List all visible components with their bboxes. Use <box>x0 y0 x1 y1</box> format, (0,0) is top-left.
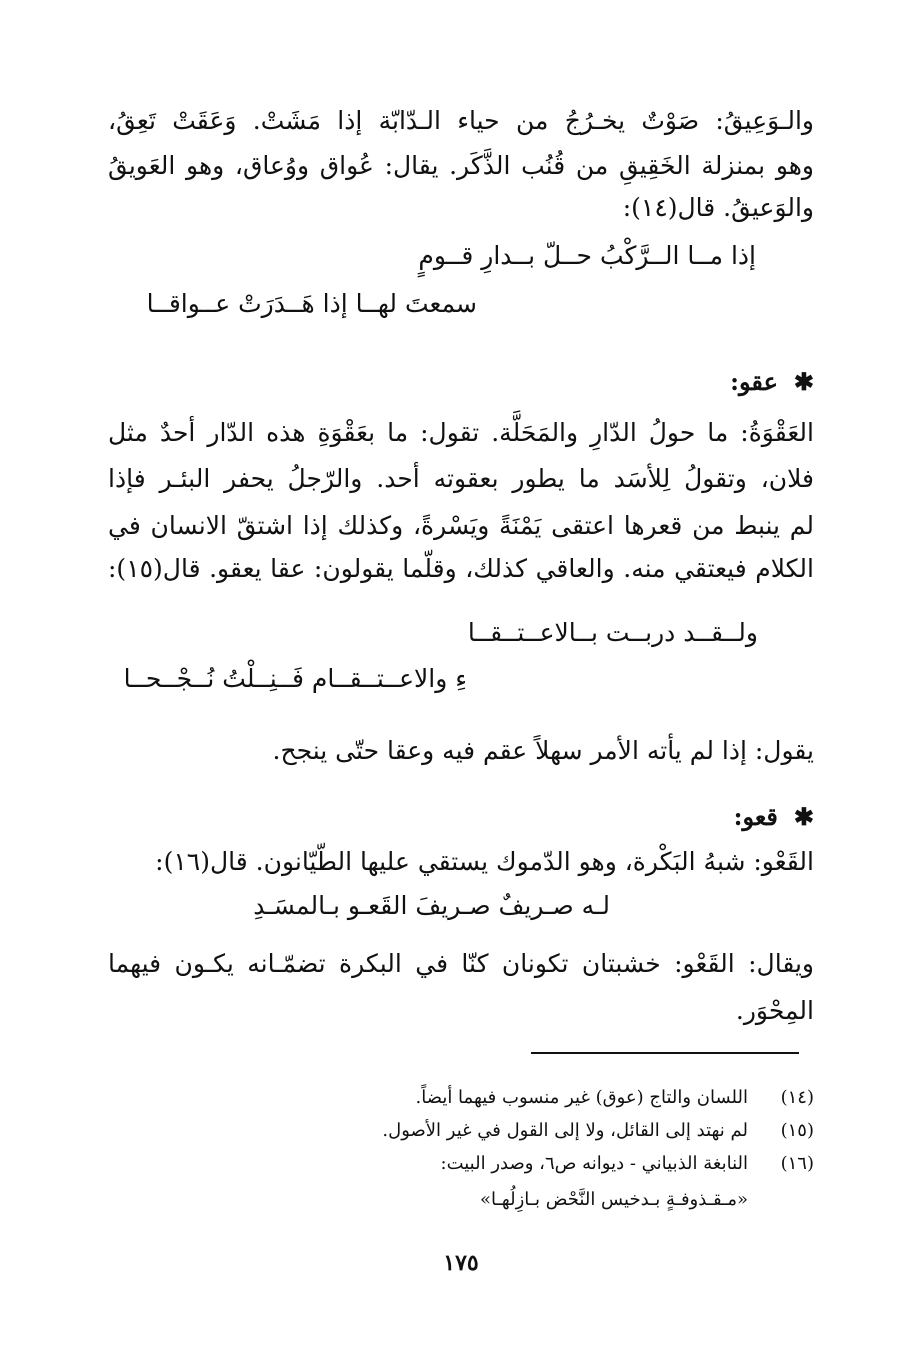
footnote-verse: «مـقـذوفـةٍ بـدخيس النَّحْض بـازِلُهـا» <box>480 1189 748 1210</box>
footnote-number: (١٦) <box>780 1153 814 1174</box>
asterisk-icon: ✱ <box>793 367 814 396</box>
text-line: يقول: إذا لم يأته الأمر سهلاً عقم فيه وعقا حتّى ينجح. <box>272 736 814 765</box>
text-line: المِحْوَر. <box>735 996 814 1025</box>
footnote <box>416 1084 815 1112</box>
verse-line: لـه صـريفٌ صـريفَ القَعـو بـالمسَـدِ <box>253 891 610 920</box>
text-line: والـوَعِيقُ: صَوْتٌ يخـرُجُ من حياء الـدّابّة إذا مَشَتْ. وَعَقَتْ تَعِقُ، <box>108 106 814 135</box>
verse-line: ولــقــد دربــت بــالاعــتــقــا <box>467 618 758 647</box>
text-line: العَقْوَةُ: ما حولُ الدّارِ والمَحَلَّة. تقول: ما بعَقْوَةِ هذه الدّار أحدٌ مثل <box>108 418 814 447</box>
entry-heading-aqw <box>730 362 814 402</box>
text-line: والوَعيقُ. قال(١٤): <box>622 193 814 222</box>
entry-heading-qaw <box>734 797 814 837</box>
text-line: وهو بمنزلة الخَقِيقِ من قُنُب الذَّكَر. يقال: عُواق ووُعاق، وهو العَويقُ <box>108 151 814 180</box>
footnote-text: اللسان والتاج (عوق) غير منسوب فيهما أيضاً. <box>415 1087 748 1108</box>
text-line: القَعْو: شبهُ البَكْرة، وهو الدّموك يستقي عليها الطّيّانون. قال(١٦): <box>155 847 814 876</box>
footnote <box>382 1117 814 1145</box>
text-line: لم ينبط من قعرها اعتقى يَمْنَةً ويَسْرةً، وكذلك إذا اشتقّ الانسان في <box>108 511 814 540</box>
verse-line: سمعتَ لهــا إذا هَــدَرَتْ عــواقــا <box>146 289 477 318</box>
footnote-text: لم نهتد إلى القائل، ولا إلى القول في غير الأصول. <box>382 1120 748 1141</box>
text-line: الكلام فيعتقي منه. والعاقي كذلك، وقلّما يقولون: عقا يعقو. قال(١٥): <box>108 554 814 583</box>
verse-line: إذا مــا الــرَّكْبُ حــلّ بــدارِ قــومٍ <box>418 241 756 270</box>
footnote <box>441 1150 814 1178</box>
footnote-divider <box>531 1052 799 1054</box>
verse-line: ءِ والاعــتــقــام فَــنِــلْتُ نُــجْــحــا <box>123 664 467 693</box>
footnote-number: (١٤) <box>780 1087 814 1108</box>
asterisk-icon: ✱ <box>793 802 814 831</box>
entry-heading-label: عقو: <box>730 367 778 396</box>
entry-heading-label: قعو: <box>733 802 778 831</box>
footnote-number: (١٥) <box>780 1120 814 1141</box>
footnote-text: النابغة الذبياني - ديوانه ص٦، وصدر البيت: <box>440 1153 748 1174</box>
text-line: ويقال: القَعْو: خشبتان تكونان كنّا في البكرة تضمّـانه يكـون فيهما <box>108 949 814 978</box>
page-number: ١٧٥ <box>443 1250 479 1276</box>
text-line: فلان، وتقولُ لِلأسَد ما يطور بعقوته أحد. والرّجلُ يحفر البئـر فإذا <box>108 464 814 493</box>
